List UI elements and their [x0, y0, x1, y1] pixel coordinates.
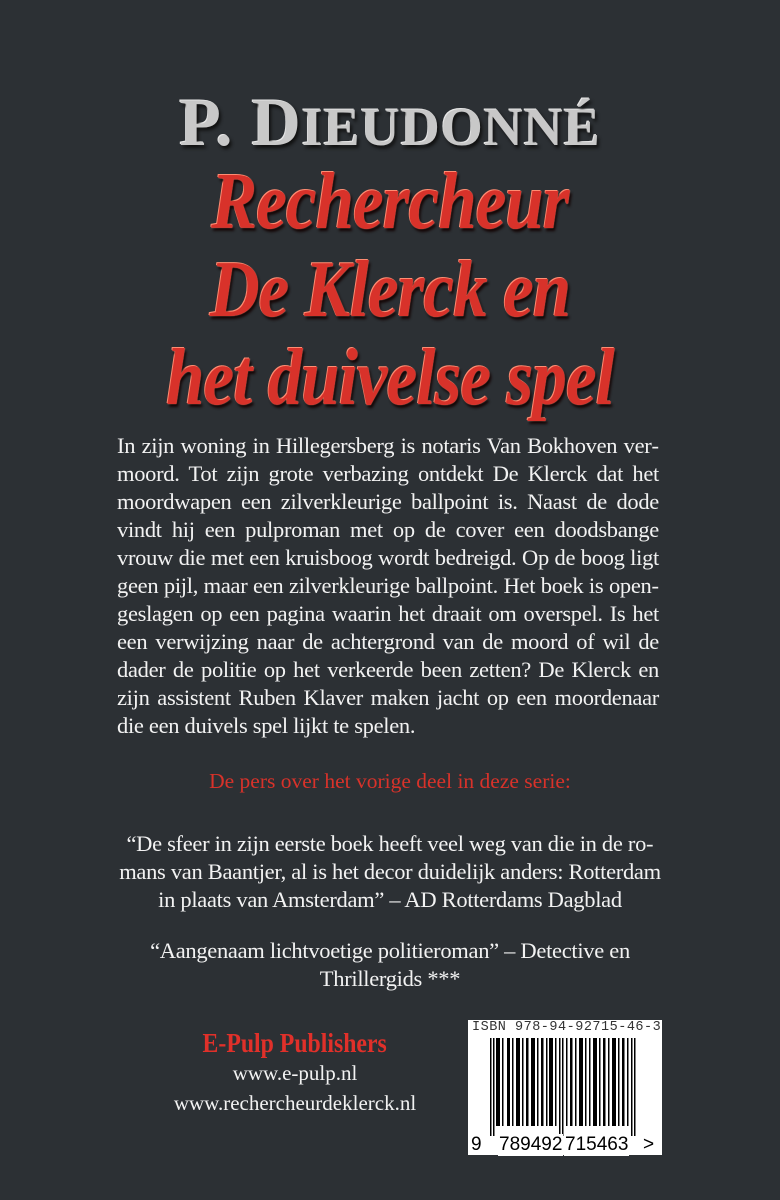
barcode-digits-left: 789492: [499, 1134, 563, 1155]
publisher-url[interactable]: www.e-pulp.nl: [232, 1061, 358, 1085]
series-url[interactable]: www.rechercheurdeklerck.nl: [173, 1091, 417, 1115]
publisher-block: [150, 1028, 440, 1118]
barcode-digits-right: 715463: [565, 1134, 629, 1155]
press-review: “Aangenaam lichtvoetige politieroman” – Detective en Thrillergids ***: [150, 938, 630, 991]
isbn-label: ISBN 978-94-92715-46-3: [472, 1020, 662, 1035]
title-line-1: Rechercheur: [211, 158, 569, 246]
barcode-arrow-icon: >: [643, 1134, 655, 1155]
barcode-digit-first: 9: [471, 1134, 482, 1155]
publisher-name: E-Pulp Publishers: [202, 1028, 388, 1058]
press-review: “De sfeer in zijn eerste boek heeft veel weg van die in de romans van Baantjer, al is het decor duidelijk anders: Rotterdam in plaats van Amsterdam” – AD Rotterdams Dagblad: [119, 831, 661, 912]
author-first-letter: D: [251, 84, 302, 160]
title-line-2: De Klerck en: [209, 246, 571, 334]
author-name: [0, 86, 780, 163]
author-surname-rest: IEUDONNÉ: [301, 97, 601, 157]
barcode-digits: [468, 1131, 662, 1155]
synopsis-text: In zijn woning in Hillegersberg is notaris Van Bokhoven vermoord. Tot zijn grote verbazing ontdekt De Klerck dat het moordwapen een zilverkleurige ballpoint is. Naast de dode vindt hij een pulproman met op de cover een doodsbange vrouw die met een kruisboog wordt bedreigd. Op de boog ligt geen pijl, maar een zilverkleurige ballpoint. Het boek is opengeslagen op een pagina waarin het draait om overspel. Is het een verwijzing naar de achtergrond van de moord of wil de dader de politie op het verkeerde been zetten? De Klerck en zijn assistent Ruben Klaver maken jacht op een moordenaar die een duivels spel lijkt te spelen.: [117, 433, 659, 738]
press-heading: De pers over het vorige deel in deze serie:: [209, 769, 571, 793]
author-initial: P.: [179, 84, 234, 160]
barcode-bars-icon: [490, 1038, 640, 1136]
book-title: [55, 158, 726, 422]
isbn-barcode: [468, 1020, 662, 1155]
title-line-3: het duivelse spel: [166, 334, 614, 422]
